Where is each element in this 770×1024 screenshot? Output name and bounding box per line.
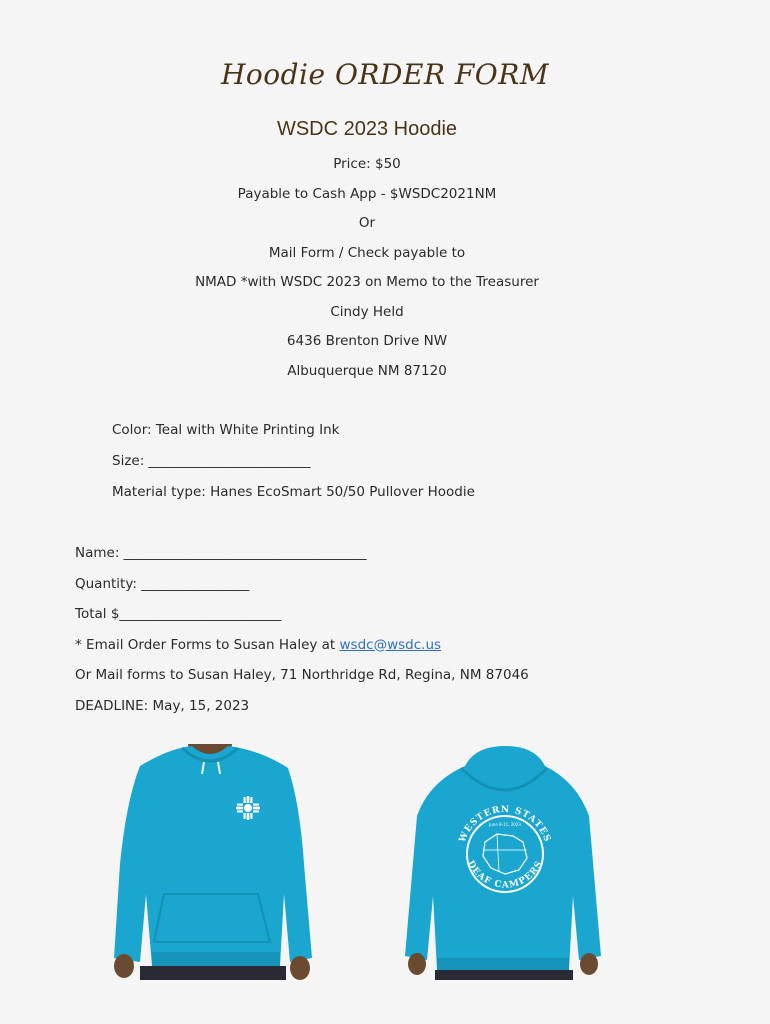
treasurer-name: Cindy Held bbox=[330, 303, 404, 320]
material-line: Material type: Hanes EcoSmart 50/50 Pullover Hoodie bbox=[112, 484, 475, 500]
email-prefix: * Email Order Forms to Susan Haley at bbox=[75, 636, 340, 653]
cashapp-line: Payable to Cash App - $WSDC2021NM bbox=[237, 185, 497, 202]
mail-check-line: Mail Form / Check payable to bbox=[268, 244, 466, 261]
mail-forms-line: Or Mail forms to Susan Haley, 71 Northridge Rd, Regina, NM 87046 bbox=[75, 667, 529, 683]
size-field[interactable]: Size: ________________________ bbox=[112, 453, 311, 469]
total-field[interactable]: Total $________________________ bbox=[75, 606, 282, 622]
form-title: Hoodie ORDER FORM bbox=[220, 58, 550, 91]
payment-info bbox=[0, 152, 734, 388]
email-line bbox=[75, 633, 529, 664]
treasurer-street: 6436 Brenton Drive NW bbox=[286, 333, 448, 349]
form-subtitle: WSDC 2023 Hoodie bbox=[276, 118, 458, 140]
product-details bbox=[112, 418, 475, 511]
name-field[interactable]: Name: ____________________________________ bbox=[75, 545, 367, 561]
hoodie-back-image bbox=[405, 746, 601, 980]
quantity-field[interactable]: Quantity: ________________ bbox=[75, 575, 250, 592]
hoodie-front-image bbox=[100, 744, 325, 980]
back-print-date-text: June 8-11, 2023 bbox=[489, 822, 521, 827]
price-line: Price: $50 bbox=[333, 156, 401, 172]
back-print-bottom-text: DEAF CAMPERS bbox=[464, 859, 546, 891]
order-fields bbox=[75, 541, 529, 724]
color-line: Color: Teal with White Printing Ink bbox=[112, 422, 340, 438]
email-link[interactable]: wsdc@wsdc.us bbox=[339, 636, 442, 653]
treasurer-city: Albuquerque NM 87120 bbox=[287, 362, 447, 379]
back-print-top-text: WESTERN STATES bbox=[457, 804, 553, 844]
or-line: Or bbox=[358, 215, 376, 231]
deadline-line: DEADLINE: May, 15, 2023 bbox=[75, 697, 250, 714]
memo-line: NMAD *with WSDC 2023 on Memo to the Treasurer bbox=[195, 274, 539, 290]
